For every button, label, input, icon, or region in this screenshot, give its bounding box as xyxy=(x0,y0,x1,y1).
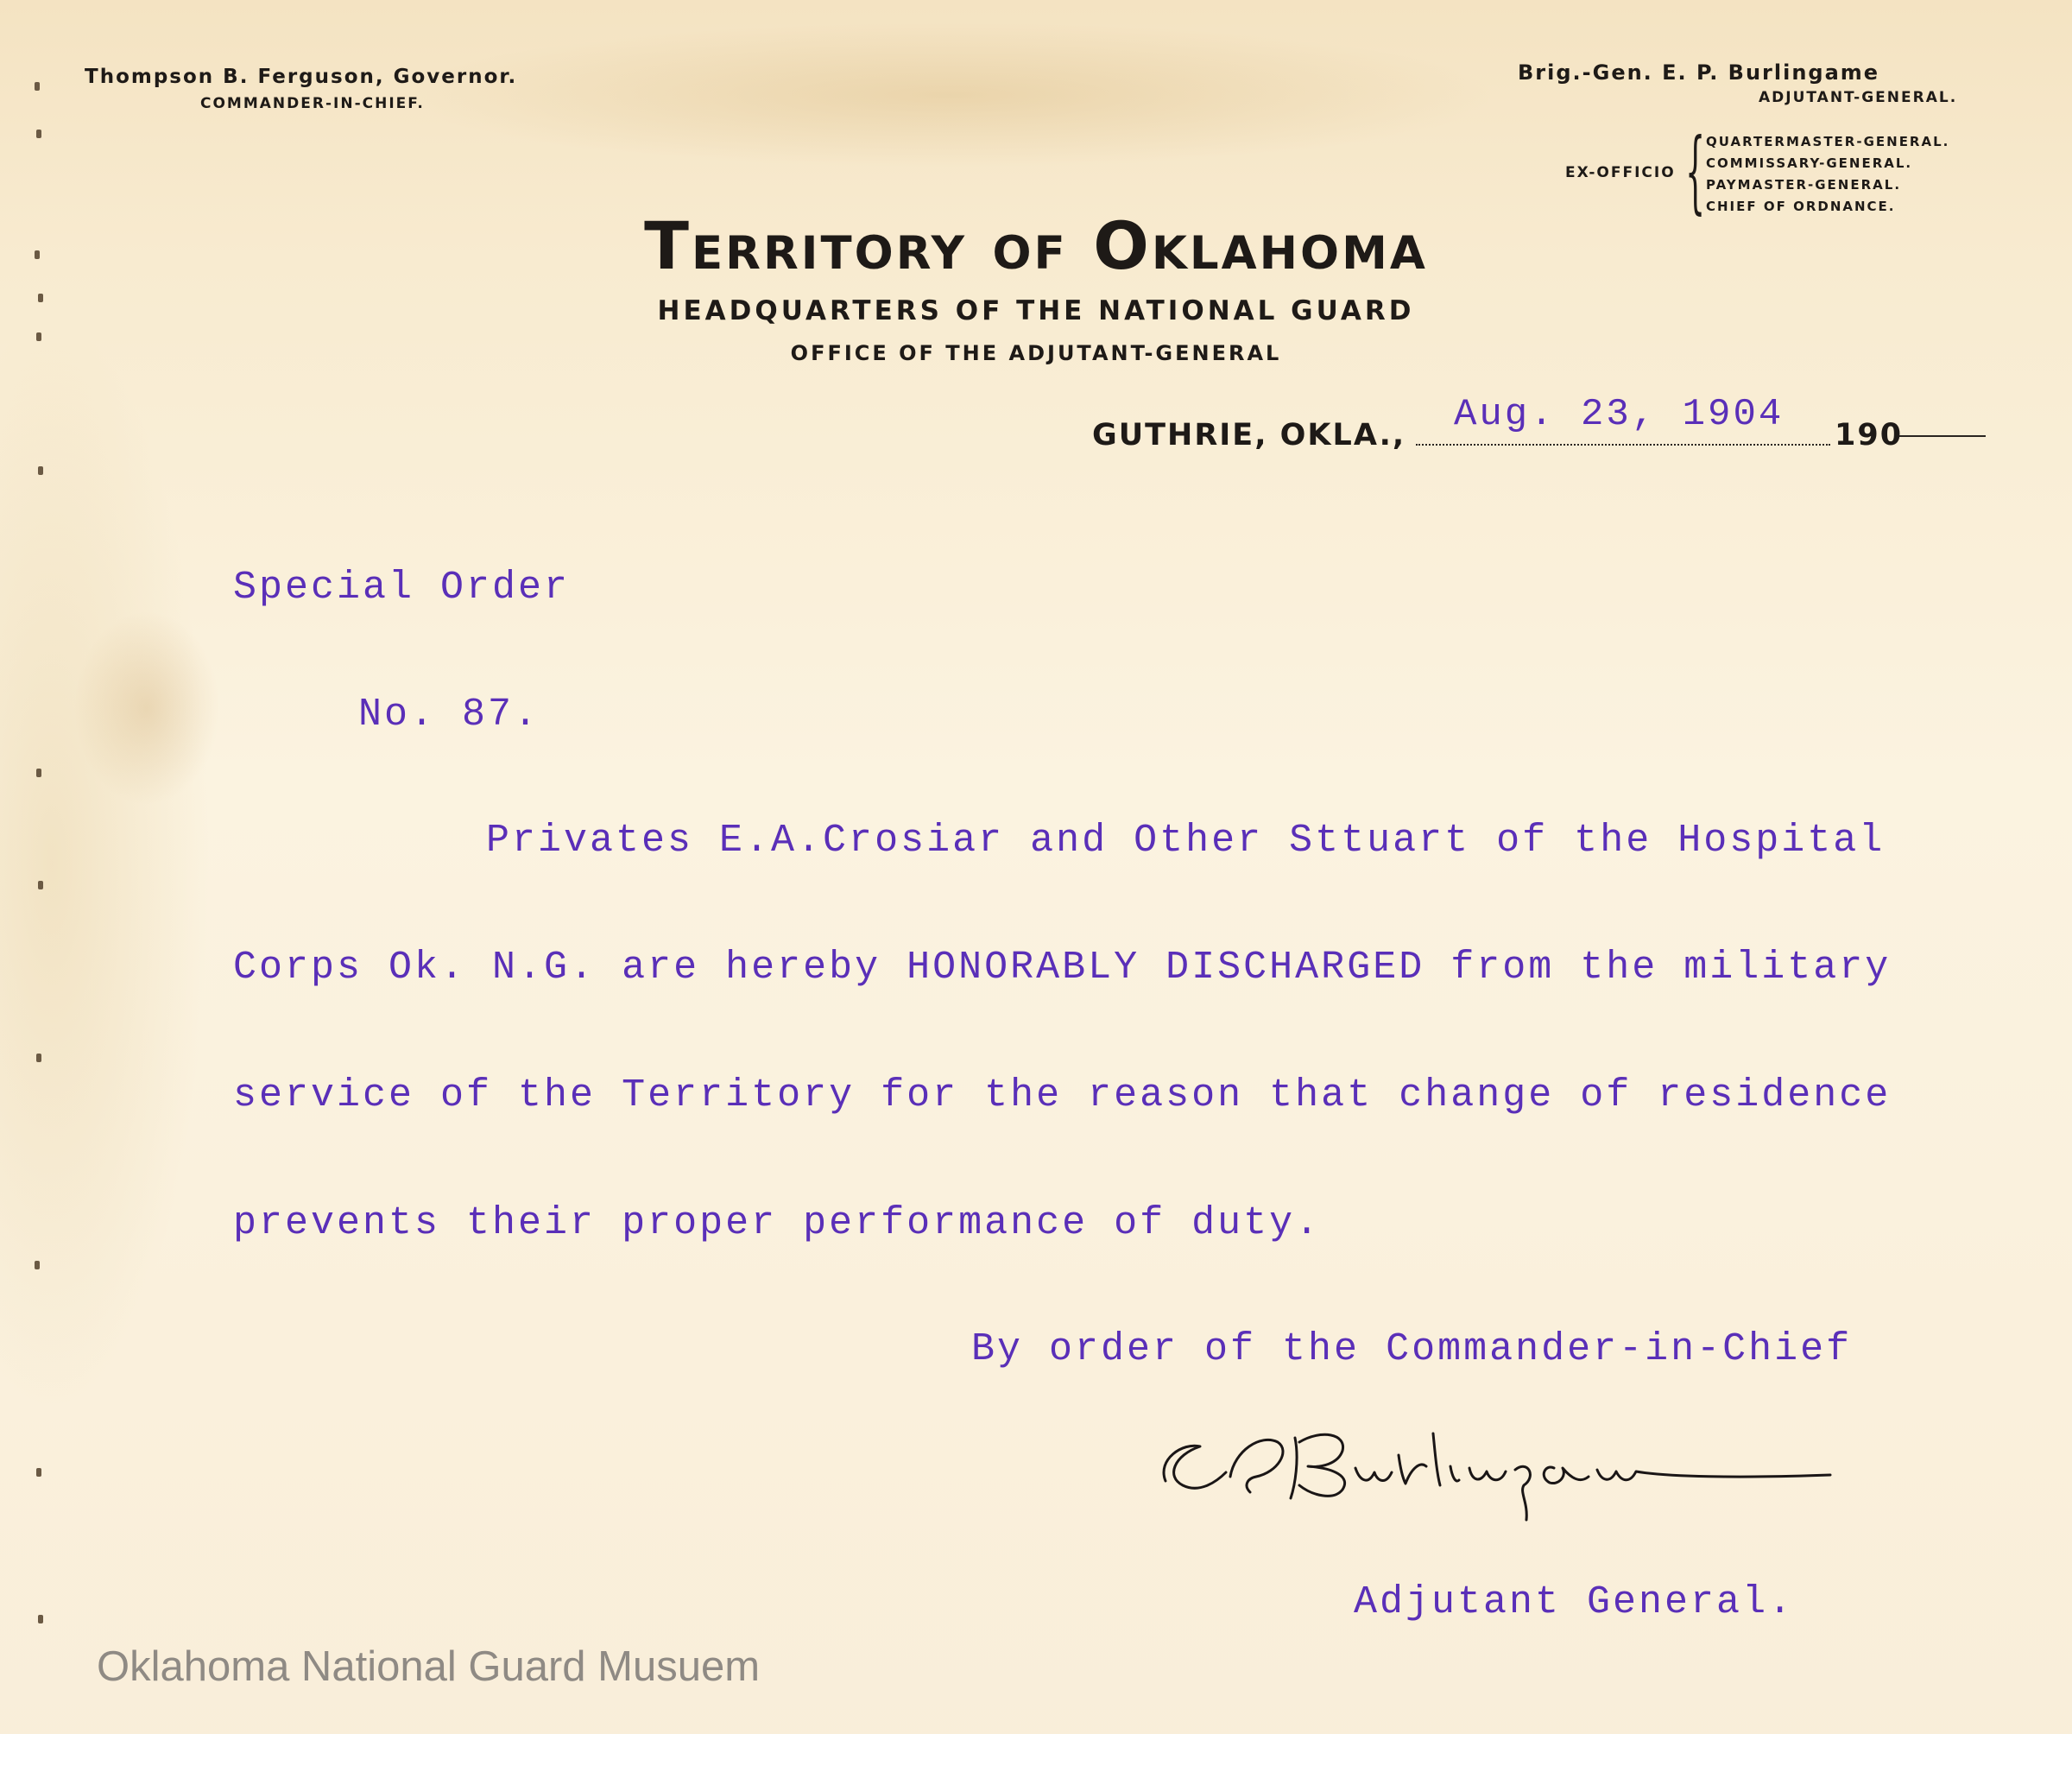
letter-date: Aug. 23, 1904 xyxy=(1454,393,1785,436)
body-line: service of the Territory for the reason that change of residence xyxy=(233,1073,1892,1117)
place-label: GUTHRIE, OKLA., xyxy=(1092,418,1406,452)
body-line: Corps Ok. N.G. are hereby HONORABLY DISCHARGED from the military xyxy=(233,946,1892,990)
ex-officio-label: EX-OFFICIO xyxy=(1565,164,1676,181)
adjutant-title: ADJUTANT-GENERAL. xyxy=(1759,89,1958,106)
headquarters-line: HEADQUARTERS OF THE NATIONAL GUARD xyxy=(657,295,1415,326)
roles-brace: { xyxy=(1685,118,1706,224)
bottom-margin xyxy=(0,1734,2072,1772)
year-line xyxy=(1899,435,1986,437)
museum-watermark: Oklahoma National Guard Musuem xyxy=(97,1643,761,1690)
date-line xyxy=(1416,444,1830,446)
order-number: No. 87. xyxy=(358,693,540,737)
closing-line: By order of the Commander-in-Chief xyxy=(971,1327,1853,1371)
order-heading: Special Order xyxy=(233,566,571,610)
governor-title: COMMANDER-IN-CHIEF. xyxy=(200,95,425,112)
role-item: PAYMASTER-GENERAL. xyxy=(1706,177,1902,193)
body-line: prevents their proper performance of duty. xyxy=(233,1201,1322,1245)
governor-name: Thompson B. Ferguson, Governor. xyxy=(85,66,518,88)
territory-title: Territory of Oklahoma xyxy=(644,207,1428,284)
signature-title: Adjutant General. xyxy=(1354,1580,1795,1624)
adjutant-name: Brig.-Gen. E. P. Burlingame xyxy=(1518,60,1880,85)
signature xyxy=(1148,1399,1856,1528)
year-prefix: 190 xyxy=(1835,418,1904,452)
role-item: COMMISSARY-GENERAL. xyxy=(1706,155,1913,171)
role-item: CHIEF OF ORDNANCE. xyxy=(1706,199,1896,214)
office-line: OFFICE OF THE ADJUTANT-GENERAL xyxy=(790,341,1282,365)
body-line: Privates E.A.Crosiar and Other Sttuart of the Hospital xyxy=(486,819,1886,863)
role-item: QUARTERMASTER-GENERAL. xyxy=(1706,134,1950,149)
